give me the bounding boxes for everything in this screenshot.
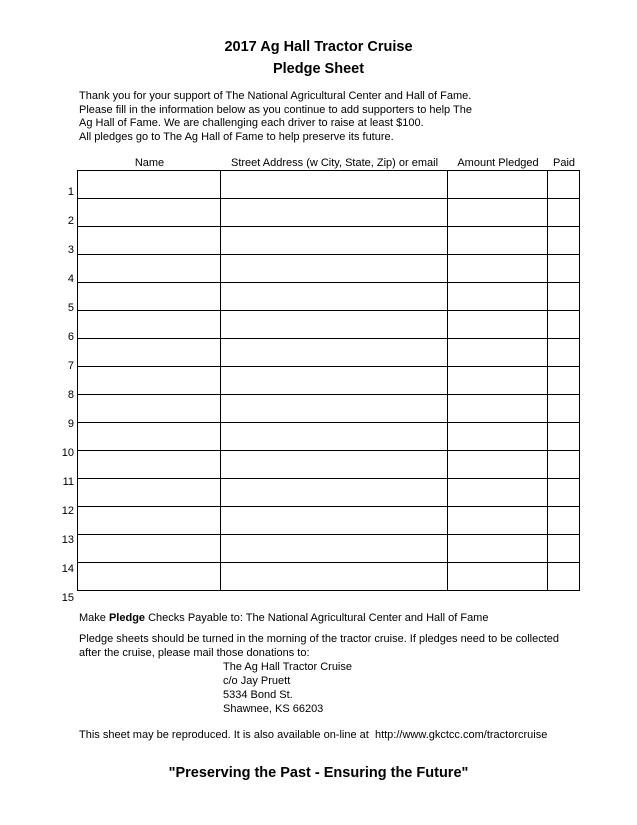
address-cell[interactable]	[221, 339, 448, 367]
address-cell[interactable]	[221, 563, 448, 591]
name-cell[interactable]	[78, 507, 221, 535]
paid-cell[interactable]	[548, 255, 580, 283]
amount-cell[interactable]	[448, 507, 548, 535]
table-row	[78, 171, 580, 199]
row-number: 8	[67, 389, 74, 401]
amount-cell[interactable]	[448, 563, 548, 591]
checks-payable-line	[79, 612, 488, 624]
slogan: "Preserving the Past - Ensuring the Future"	[168, 765, 469, 781]
name-cell[interactable]	[78, 367, 221, 395]
reproduce-line	[79, 729, 547, 741]
name-cell[interactable]	[78, 171, 221, 199]
row-number: 12	[61, 505, 74, 517]
paid-cell[interactable]	[548, 311, 580, 339]
table-row	[78, 479, 580, 507]
table-row	[78, 367, 580, 395]
address-cell[interactable]	[221, 311, 448, 339]
amount-cell[interactable]	[448, 451, 548, 479]
turn-in-line: Pledge sheets should be turned in the morning of the tractor cruise. If pledges need to be collected	[79, 633, 560, 645]
table-row	[78, 451, 580, 479]
address-cell[interactable]	[221, 283, 448, 311]
address-cell[interactable]	[221, 227, 448, 255]
column-header-address: Street Address (w City, State, Zip) or email	[230, 157, 439, 169]
paid-cell[interactable]	[548, 199, 580, 227]
address-cell[interactable]	[221, 535, 448, 563]
paid-cell[interactable]	[548, 227, 580, 255]
paid-cell[interactable]	[548, 535, 580, 563]
name-cell[interactable]	[78, 227, 221, 255]
row-number: 2	[67, 215, 74, 227]
intro-line: Ag Hall of Fame. We are challenging each driver to raise at least $100.	[79, 117, 424, 130]
amount-cell[interactable]	[448, 283, 548, 311]
column-header-paid: Paid	[552, 157, 576, 169]
table-row	[78, 423, 580, 451]
table-row	[78, 199, 580, 227]
address-cell[interactable]	[221, 395, 448, 423]
address-cell[interactable]	[221, 171, 448, 199]
table-row	[78, 395, 580, 423]
intro-line: Please fill in the information below as you continue to add supporters to help The	[79, 103, 472, 116]
row-number: 11	[62, 476, 74, 488]
amount-cell[interactable]	[448, 395, 548, 423]
amount-cell[interactable]	[448, 311, 548, 339]
address-cell[interactable]	[221, 507, 448, 535]
mail-address-line: Shawnee, KS 66203	[223, 703, 324, 715]
name-cell[interactable]	[78, 339, 221, 367]
amount-cell[interactable]	[448, 339, 548, 367]
mail-address-line: c/o Jay Pruett	[223, 675, 291, 687]
paid-cell[interactable]	[548, 507, 580, 535]
name-cell[interactable]	[78, 563, 221, 591]
amount-cell[interactable]	[448, 535, 548, 563]
table-row	[78, 283, 580, 311]
website-link[interactable]: http://www.gkctcc.com/tractorcruise	[374, 729, 548, 741]
table-row	[78, 535, 580, 563]
table-row	[78, 339, 580, 367]
name-cell[interactable]	[78, 311, 221, 339]
paid-cell[interactable]	[548, 283, 580, 311]
column-header-name: Name	[134, 157, 165, 169]
row-number: 5	[67, 302, 74, 314]
intro-line: Thank you for your support of The National Agricultural Center and Hall of Fame.	[79, 90, 472, 102]
turn-in-line: after the cruise, please mail those donations to:	[79, 647, 310, 659]
row-number: 15	[61, 592, 74, 604]
address-cell[interactable]	[221, 255, 448, 283]
name-cell[interactable]	[78, 479, 221, 507]
row-number: 14	[61, 563, 74, 575]
mail-address-line: 5334 Bond St.	[223, 689, 293, 701]
table-row	[78, 311, 580, 339]
amount-cell[interactable]	[448, 199, 548, 227]
name-cell[interactable]	[78, 395, 221, 423]
pledge-table	[77, 170, 580, 591]
row-number: 10	[61, 447, 74, 459]
paid-cell[interactable]	[548, 423, 580, 451]
row-number: 13	[61, 534, 74, 546]
reproduce-text: This sheet may be reproduced. It is also available on-line at	[79, 729, 369, 741]
amount-cell[interactable]	[448, 423, 548, 451]
row-number: 6	[67, 331, 74, 343]
amount-cell[interactable]	[448, 255, 548, 283]
paid-cell[interactable]	[548, 479, 580, 507]
paid-cell[interactable]	[548, 563, 580, 591]
amount-cell[interactable]	[448, 367, 548, 395]
paid-cell[interactable]	[548, 339, 580, 367]
intro-line: All pledges go to The Ag Hall of Fame to help preserve its future.	[79, 130, 394, 143]
row-number: 4	[67, 273, 74, 285]
name-cell[interactable]	[78, 255, 221, 283]
table-row	[78, 227, 580, 255]
table-row	[78, 255, 580, 283]
row-number: 3	[67, 244, 74, 256]
address-cell[interactable]	[221, 367, 448, 395]
paid-cell[interactable]	[548, 367, 580, 395]
address-cell[interactable]	[221, 451, 448, 479]
address-cell[interactable]	[221, 423, 448, 451]
checks-prefix: Make	[79, 612, 109, 624]
name-cell[interactable]	[78, 199, 221, 227]
mail-address-line: The Ag Hall Tractor Cruise	[223, 661, 352, 673]
amount-cell[interactable]	[448, 171, 548, 199]
row-number: 9	[67, 418, 74, 430]
name-cell[interactable]	[78, 535, 221, 563]
name-cell[interactable]	[78, 423, 221, 451]
page-subtitle: Pledge Sheet	[272, 61, 365, 77]
table-row	[78, 507, 580, 535]
amount-cell[interactable]	[448, 227, 548, 255]
address-cell[interactable]	[221, 479, 448, 507]
amount-cell[interactable]	[448, 479, 548, 507]
checks-suffix: Checks Payable to: The National Agricultural Center and Hall of Fame	[145, 612, 489, 624]
checks-bold-word: Pledge	[108, 612, 146, 624]
table-row	[78, 563, 580, 591]
paid-cell[interactable]	[548, 451, 580, 479]
name-cell[interactable]	[78, 283, 221, 311]
paid-cell[interactable]	[548, 171, 580, 199]
row-number: 1	[67, 186, 74, 198]
page-title: 2017 Ag Hall Tractor Cruise	[224, 39, 413, 55]
name-cell[interactable]	[78, 451, 221, 479]
paid-cell[interactable]	[548, 395, 580, 423]
column-header-amount: Amount Pledged	[457, 157, 539, 169]
row-number: 7	[67, 360, 74, 372]
intro-paragraph	[79, 90, 472, 144]
address-cell[interactable]	[221, 199, 448, 227]
